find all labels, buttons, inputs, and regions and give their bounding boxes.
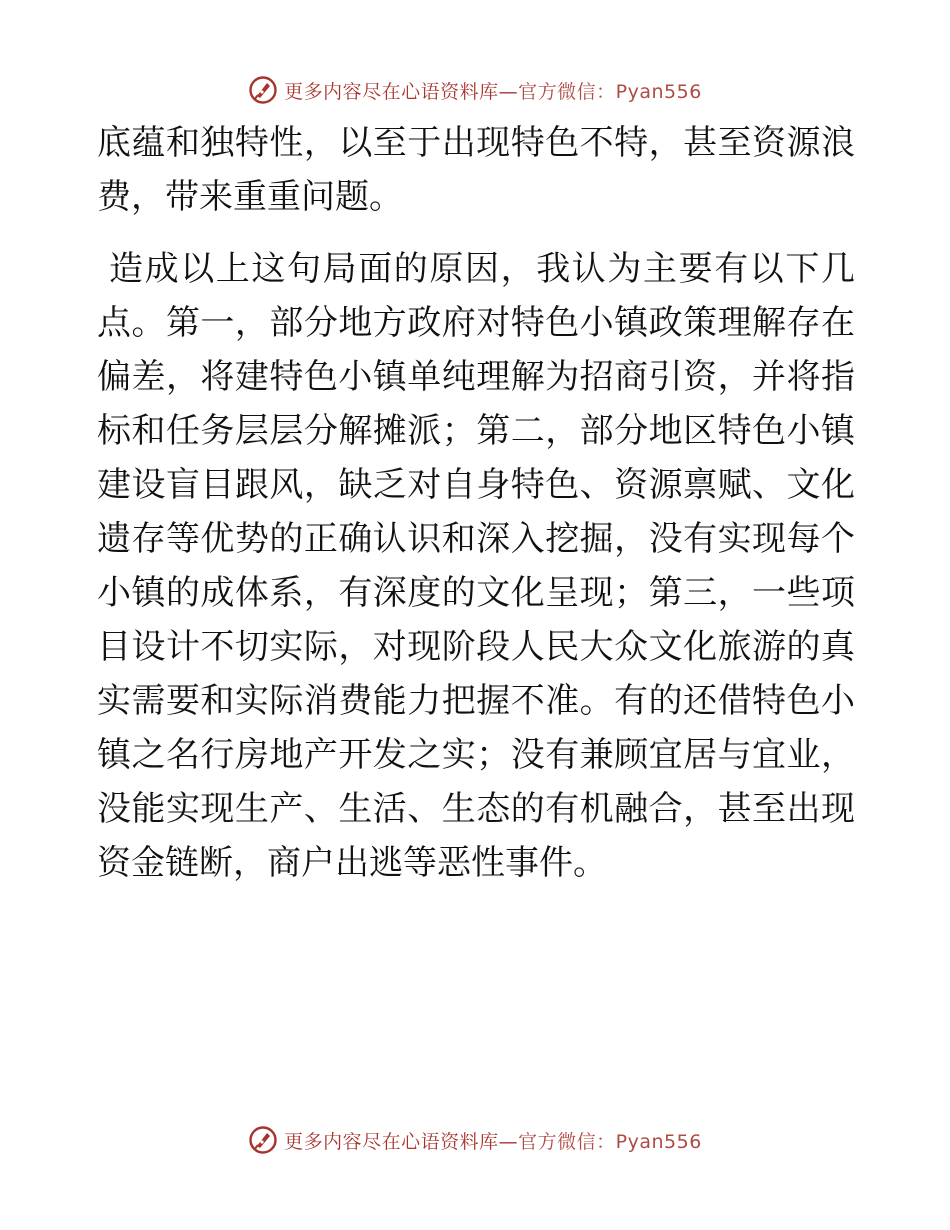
footer-brand: 更多内容尽在心语资料库 xyxy=(284,1130,499,1153)
header-brand: 更多内容尽在心语资料库 xyxy=(284,80,499,103)
header-dash: — xyxy=(498,80,519,103)
paragraph-1: 底蕴和独特性，以至于出现特色不特，甚至资源浪费，带来重重问题。 xyxy=(97,123,855,217)
document-body xyxy=(97,116,855,890)
paragraph-2: 造成以上这句局面的原因，我认为主要有以下几点。第一，部分地方政府对特色小镇政策理解存在偏差，将建特色小镇单纯理解为招商引资，并将指标和任务层层分解摊派；第二，部分地区特色小镇建设盲目跟风，缺乏对自身特色、资源禀赋、文化遗存等优势的正确认识和深入挖掘，没有实现每个小镇的成体系，有深度的文化呈现；第三，一些项目设计不切实际，对现阶段人民大众文化旅游的真实需要和实际消费能力把握不准。有的还借特色小镇之名行房地产开发之实；没有兼顾宜居与宜业，没能实现生产、生活、生态的有机融合，甚至出现资金链断，商户出逃等恶性事件。 xyxy=(97,249,855,883)
header-banner-text xyxy=(284,77,702,104)
header-wechat: 官方微信：Pyan556 xyxy=(518,80,702,103)
pen-nib-circle-icon xyxy=(248,1125,278,1155)
footer-wechat: 官方微信：Pyan556 xyxy=(518,1130,702,1153)
header-watermark-banner xyxy=(0,70,950,110)
footer-banner-text xyxy=(284,1127,702,1154)
footer-watermark-banner xyxy=(0,1120,950,1160)
pen-nib-circle-icon xyxy=(248,75,278,105)
footer-dash: — xyxy=(498,1130,519,1153)
